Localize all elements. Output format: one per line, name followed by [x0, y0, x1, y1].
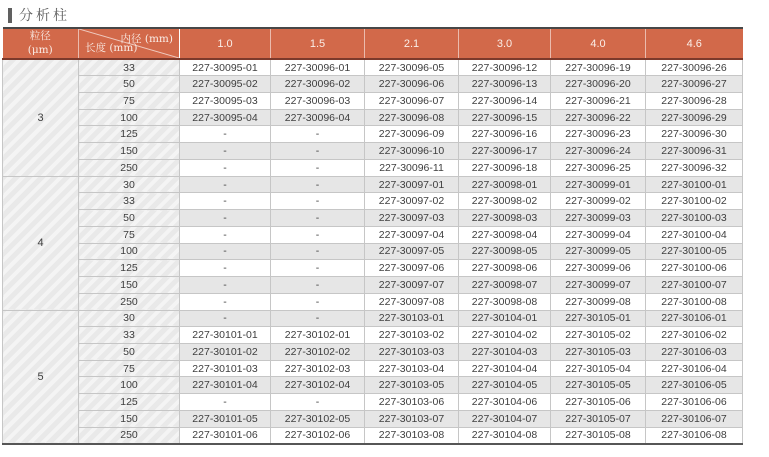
- catalog-number-cell: 227-30104-08: [459, 427, 551, 444]
- column-header-4-0: 4.0: [551, 28, 646, 59]
- catalog-number-cell: 227-30100-05: [646, 243, 743, 260]
- table-row: [3, 109, 743, 126]
- catalog-number-cell: 227-30102-06: [271, 427, 365, 444]
- catalog-number-cell: 227-30103-08: [365, 427, 459, 444]
- catalog-number-cell: -: [180, 293, 271, 310]
- catalog-number-cell: 227-30095-01: [180, 59, 271, 76]
- catalog-number-cell: 227-30102-03: [271, 360, 365, 377]
- column-header-3-0: 3.0: [459, 28, 551, 59]
- catalog-number-cell: 227-30104-05: [459, 377, 551, 394]
- catalog-number-cell: 227-30104-06: [459, 394, 551, 411]
- catalog-number-cell: 227-30099-04: [551, 226, 646, 243]
- length-cell: 100: [79, 377, 180, 394]
- length-cell: 100: [79, 109, 180, 126]
- length-cell: 100: [79, 243, 180, 260]
- catalog-number-cell: 227-30102-01: [271, 327, 365, 344]
- table-row: [3, 360, 743, 377]
- catalog-number-cell: 227-30106-06: [646, 394, 743, 411]
- catalog-number-cell: 227-30096-17: [459, 143, 551, 160]
- catalog-number-cell: 227-30105-01: [551, 310, 646, 327]
- length-cell: 75: [79, 226, 180, 243]
- catalog-number-cell: 227-30104-02: [459, 327, 551, 344]
- length-cell: 250: [79, 159, 180, 176]
- catalog-number-cell: 227-30098-07: [459, 277, 551, 294]
- catalog-number-cell: -: [271, 310, 365, 327]
- column-header-1-0: 1.0: [180, 28, 271, 59]
- length-cell: 30: [79, 310, 180, 327]
- catalog-number-cell: 227-30097-01: [365, 176, 459, 193]
- catalog-number-cell: -: [180, 143, 271, 160]
- catalog-number-cell: 227-30096-04: [271, 109, 365, 126]
- catalog-number-cell: 227-30101-04: [180, 377, 271, 394]
- catalog-number-cell: -: [271, 159, 365, 176]
- table-row: [3, 76, 743, 93]
- catalog-number-cell: -: [180, 126, 271, 143]
- catalog-number-cell: -: [180, 260, 271, 277]
- catalog-number-cell: -: [180, 277, 271, 294]
- catalog-number-cell: 227-30104-03: [459, 343, 551, 360]
- catalog-number-cell: 227-30103-06: [365, 394, 459, 411]
- catalog-number-cell: 227-30097-05: [365, 243, 459, 260]
- catalog-number-cell: 227-30099-05: [551, 243, 646, 260]
- catalog-number-cell: 227-30096-22: [551, 109, 646, 126]
- catalog-number-cell: -: [271, 176, 365, 193]
- catalog-number-cell: 227-30097-07: [365, 277, 459, 294]
- catalog-number-cell: 227-30098-02: [459, 193, 551, 210]
- catalog-number-cell: 227-30105-05: [551, 377, 646, 394]
- length-cell: 33: [79, 327, 180, 344]
- length-cell: 50: [79, 343, 180, 360]
- catalog-number-cell: 227-30101-02: [180, 343, 271, 360]
- catalog-number-cell: 227-30100-03: [646, 210, 743, 227]
- catalog-number-cell: 227-30098-03: [459, 210, 551, 227]
- catalog-number-cell: 227-30097-02: [365, 193, 459, 210]
- catalog-number-cell: -: [271, 126, 365, 143]
- analytical-column-table: [2, 27, 743, 445]
- length-cell: 125: [79, 126, 180, 143]
- catalog-number-cell: 227-30099-06: [551, 260, 646, 277]
- catalog-number-cell: -: [180, 394, 271, 411]
- catalog-number-cell: 227-30106-08: [646, 427, 743, 444]
- catalog-number-cell: -: [271, 394, 365, 411]
- diagonal-header-cell: [79, 28, 180, 59]
- length-cell: 50: [79, 76, 180, 93]
- catalog-number-cell: 227-30104-07: [459, 410, 551, 427]
- inner-diameter-label: 内径 (mm): [120, 33, 173, 45]
- table-row: [3, 260, 743, 277]
- table-row: [3, 226, 743, 243]
- length-cell: 33: [79, 59, 180, 76]
- catalog-number-cell: -: [180, 176, 271, 193]
- catalog-number-cell: -: [180, 243, 271, 260]
- catalog-number-cell: 227-30096-05: [365, 59, 459, 76]
- catalog-number-cell: 227-30096-07: [365, 92, 459, 109]
- catalog-number-cell: 227-30097-03: [365, 210, 459, 227]
- catalog-number-cell: 227-30101-06: [180, 427, 271, 444]
- catalog-number-cell: 227-30096-27: [646, 76, 743, 93]
- catalog-number-cell: 227-30106-04: [646, 360, 743, 377]
- catalog-number-cell: 227-30099-01: [551, 176, 646, 193]
- catalog-number-cell: 227-30096-03: [271, 92, 365, 109]
- length-cell: 33: [79, 193, 180, 210]
- catalog-number-cell: 227-30096-24: [551, 143, 646, 160]
- catalog-number-cell: 227-30099-03: [551, 210, 646, 227]
- catalog-number-cell: 227-30096-26: [646, 59, 743, 76]
- catalog-number-cell: -: [180, 193, 271, 210]
- catalog-number-cell: 227-30096-09: [365, 126, 459, 143]
- length-cell: 150: [79, 277, 180, 294]
- particle-size-cell: 4: [3, 176, 79, 310]
- catalog-number-cell: 227-30096-06: [365, 76, 459, 93]
- table-row: [3, 126, 743, 143]
- catalog-number-cell: 227-30100-06: [646, 260, 743, 277]
- catalog-number-cell: -: [271, 260, 365, 277]
- column-header-4-6: 4.6: [646, 28, 743, 59]
- catalog-number-cell: 227-30105-07: [551, 410, 646, 427]
- table-row: [3, 193, 743, 210]
- catalog-number-cell: 227-30096-13: [459, 76, 551, 93]
- table-row: [3, 243, 743, 260]
- column-header-1-5: 1.5: [271, 28, 365, 59]
- catalog-number-cell: 227-30096-21: [551, 92, 646, 109]
- catalog-number-cell: 227-30099-08: [551, 293, 646, 310]
- catalog-number-cell: 227-30098-01: [459, 176, 551, 193]
- catalog-number-cell: 227-30096-08: [365, 109, 459, 126]
- catalog-number-cell: 227-30106-03: [646, 343, 743, 360]
- catalog-number-cell: 227-30097-04: [365, 226, 459, 243]
- table-row: [3, 327, 743, 344]
- catalog-number-cell: 227-30097-08: [365, 293, 459, 310]
- table-row: [3, 176, 743, 193]
- length-cell: 50: [79, 210, 180, 227]
- catalog-number-cell: -: [271, 143, 365, 160]
- catalog-number-cell: -: [271, 277, 365, 294]
- catalog-number-cell: 227-30102-05: [271, 410, 365, 427]
- catalog-number-cell: 227-30104-01: [459, 310, 551, 327]
- table-row: [3, 210, 743, 227]
- catalog-number-cell: 227-30096-31: [646, 143, 743, 160]
- catalog-number-cell: 227-30103-04: [365, 360, 459, 377]
- catalog-number-cell: 227-30103-03: [365, 343, 459, 360]
- column-header-2-1: 2.1: [365, 28, 459, 59]
- catalog-number-cell: 227-30096-20: [551, 76, 646, 93]
- catalog-number-cell: 227-30103-07: [365, 410, 459, 427]
- catalog-number-cell: 227-30096-15: [459, 109, 551, 126]
- catalog-number-cell: 227-30099-07: [551, 277, 646, 294]
- length-cell: 250: [79, 427, 180, 444]
- catalog-number-cell: 227-30100-07: [646, 277, 743, 294]
- catalog-number-cell: 227-30097-06: [365, 260, 459, 277]
- catalog-number-cell: 227-30096-11: [365, 159, 459, 176]
- table-row: [3, 143, 743, 160]
- catalog-number-cell: 227-30100-02: [646, 193, 743, 210]
- length-cell: 150: [79, 143, 180, 160]
- table-row: [3, 377, 743, 394]
- particle-size-label: 粒径: [29, 29, 51, 42]
- catalog-number-cell: 227-30106-02: [646, 327, 743, 344]
- table-row: [3, 159, 743, 176]
- length-cell: 125: [79, 260, 180, 277]
- particle-size-unit: (μm): [27, 43, 53, 56]
- catalog-number-cell: 227-30103-05: [365, 377, 459, 394]
- length-cell: 150: [79, 410, 180, 427]
- catalog-number-cell: 227-30105-02: [551, 327, 646, 344]
- table-row: [3, 92, 743, 109]
- catalog-number-cell: 227-30102-02: [271, 343, 365, 360]
- table-row: [3, 394, 743, 411]
- catalog-number-cell: -: [271, 193, 365, 210]
- table-row: [3, 59, 743, 76]
- table-row: [3, 310, 743, 327]
- catalog-number-cell: 227-30096-16: [459, 126, 551, 143]
- catalog-number-cell: 227-30098-08: [459, 293, 551, 310]
- table-row: [3, 427, 743, 444]
- length-cell: 75: [79, 92, 180, 109]
- catalog-number-cell: 227-30096-18: [459, 159, 551, 176]
- catalog-number-cell: 227-30096-29: [646, 109, 743, 126]
- length-cell: 250: [79, 293, 180, 310]
- catalog-number-cell: 227-30105-04: [551, 360, 646, 377]
- catalog-number-cell: 227-30096-28: [646, 92, 743, 109]
- catalog-number-cell: 227-30096-19: [551, 59, 646, 76]
- catalog-number-cell: 227-30101-05: [180, 410, 271, 427]
- catalog-number-cell: 227-30098-06: [459, 260, 551, 277]
- catalog-number-cell: 227-30096-30: [646, 126, 743, 143]
- table-row: [3, 293, 743, 310]
- table-body: [3, 59, 743, 444]
- catalog-number-cell: 227-30098-05: [459, 243, 551, 260]
- catalog-number-cell: 227-30095-02: [180, 76, 271, 93]
- catalog-number-cell: 227-30103-01: [365, 310, 459, 327]
- catalog-number-cell: 227-30096-23: [551, 126, 646, 143]
- catalog-number-cell: 227-30100-04: [646, 226, 743, 243]
- catalog-number-cell: 227-30098-04: [459, 226, 551, 243]
- catalog-number-cell: -: [180, 226, 271, 243]
- catalog-number-cell: 227-30101-03: [180, 360, 271, 377]
- length-cell: 30: [79, 176, 180, 193]
- catalog-number-cell: 227-30104-04: [459, 360, 551, 377]
- catalog-number-cell: -: [271, 226, 365, 243]
- title-marker-bar: [8, 8, 12, 23]
- length-cell: 125: [79, 394, 180, 411]
- section-title: [8, 5, 70, 25]
- catalog-number-cell: -: [271, 243, 365, 260]
- catalog-number-cell: 227-30099-02: [551, 193, 646, 210]
- particle-size-cell: 5: [3, 310, 79, 444]
- catalog-number-cell: 227-30095-04: [180, 109, 271, 126]
- table-header: [3, 28, 743, 59]
- catalog-number-cell: 227-30096-10: [365, 143, 459, 160]
- catalog-number-cell: 227-30096-32: [646, 159, 743, 176]
- particle-size-header: [3, 28, 79, 59]
- catalog-number-cell: 227-30106-07: [646, 410, 743, 427]
- catalog-number-cell: 227-30105-08: [551, 427, 646, 444]
- catalog-number-cell: 227-30105-06: [551, 394, 646, 411]
- catalog-number-cell: 227-30095-03: [180, 92, 271, 109]
- catalog-number-cell: 227-30101-01: [180, 327, 271, 344]
- catalog-number-cell: 227-30100-08: [646, 293, 743, 310]
- catalog-number-cell: 227-30096-01: [271, 59, 365, 76]
- catalog-number-cell: -: [271, 293, 365, 310]
- table-row: [3, 410, 743, 427]
- catalog-number-cell: 227-30102-04: [271, 377, 365, 394]
- catalog-number-cell: 227-30106-05: [646, 377, 743, 394]
- catalog-number-cell: 227-30106-01: [646, 310, 743, 327]
- catalog-number-cell: -: [271, 210, 365, 227]
- catalog-number-cell: -: [180, 210, 271, 227]
- table-row: [3, 277, 743, 294]
- particle-size-cell: 3: [3, 59, 79, 176]
- catalog-number-cell: 227-30096-02: [271, 76, 365, 93]
- length-label: 长度 (mm): [85, 42, 138, 54]
- catalog-number-cell: 227-30096-12: [459, 59, 551, 76]
- table-row: [3, 343, 743, 360]
- catalog-number-cell: -: [180, 159, 271, 176]
- catalog-number-cell: 227-30100-01: [646, 176, 743, 193]
- catalog-number-cell: -: [180, 310, 271, 327]
- catalog-number-cell: 227-30105-03: [551, 343, 646, 360]
- length-cell: 75: [79, 360, 180, 377]
- catalog-number-cell: 227-30103-02: [365, 327, 459, 344]
- catalog-number-cell: 227-30096-14: [459, 92, 551, 109]
- page-title: 分析柱: [19, 8, 70, 24]
- catalog-number-cell: 227-30096-25: [551, 159, 646, 176]
- header-row: [3, 28, 743, 59]
